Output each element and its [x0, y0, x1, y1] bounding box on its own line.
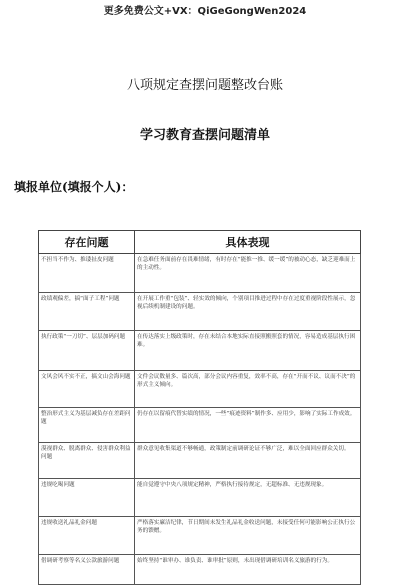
- problem-cell: 漠视群众、脱离群众、侵害群众利益问题: [39, 443, 135, 479]
- document-title: 八项规定查摆问题整改台账: [126, 78, 283, 93]
- detail-cell: 群众意见收集渠道不够畅通，政策制定前调研论证不够广泛，难以全面回应群众关切。: [135, 443, 361, 479]
- detail-cell: 在传达落实上级政策时，存在未结合本地实际直接照搬照套的情况，容易造成基层执行困难。: [135, 331, 361, 371]
- table-row: [39, 555, 361, 585]
- problem-cell: 整治形式主义为基层减负存在差距问题: [39, 408, 135, 443]
- problem-cell: 文风会风不实不正，搞文山会海问题: [39, 371, 135, 408]
- top-banner: 更多免费公文+VX：QiGeGongWen2024: [103, 6, 307, 17]
- detail-cell: 文件会议数量多、篇次高，部分会议内容重复，效率不高，存在“开而不议、议而不决”的形式主义倾向。: [135, 371, 361, 408]
- table-row: [39, 293, 361, 331]
- problem-table: [38, 230, 361, 585]
- problem-cell: 政绩观偏差，搞“面子工程”问题: [39, 293, 135, 331]
- problem-cell: 借调研考察等名义公款旅游问题: [39, 555, 135, 585]
- detail-cell: 能自觉遵守中央八项规定精神，严格执行接待规定，无超标准、无违规现象。: [135, 479, 361, 517]
- header-problem: 存在问题: [39, 231, 135, 254]
- problem-cell: 不担当不作为、推诿扯皮问题: [39, 254, 135, 293]
- detail-cell: 在开展工作重“包装”、轻实效的倾向，个别项目推进过程中存在过度重视阶段性展示，忽视后续机制建设的问题。: [135, 293, 361, 331]
- problem-cell: 执行政策“一刀切”、层层加码问题: [39, 331, 135, 371]
- problem-cell: 违规收送礼品礼金问题: [39, 517, 135, 555]
- detail-cell: 严格落实廉洁纪律，节日期间未发生礼品礼金收送问题，未接受任何可能影响公正执行公务的馈赠。: [135, 517, 361, 555]
- detail-cell: 始终坚持“谁审办、谁负责、谁审批”原则，未出现借调研培训名义旅游的行为。: [135, 555, 361, 585]
- table-row: [39, 408, 361, 443]
- table-row: [39, 479, 361, 517]
- detail-cell: 仍存在以留痕代替实绩的情况，一些“痕迹资料”制作多、应用少，影响了实际工作成效。: [135, 408, 361, 443]
- fill-unit-label: 填报单位(填报个人)：: [14, 180, 134, 194]
- problem-cell: 违规吃喝问题: [39, 479, 135, 517]
- detail-cell: 在急难任务面前存在畏难情绪，有时存在“能推一推、缓一缓”的被动心态，缺乏迎难而上的主动性。: [135, 254, 361, 293]
- header-detail: 具体表现: [135, 231, 361, 254]
- table-header-row: [39, 231, 361, 254]
- table-row: [39, 331, 361, 371]
- table-row: [39, 371, 361, 408]
- document-subtitle: 学习教育查摆问题清单: [139, 128, 270, 143]
- table-row: [39, 254, 361, 293]
- table-row: [39, 517, 361, 555]
- table-row: [39, 443, 361, 479]
